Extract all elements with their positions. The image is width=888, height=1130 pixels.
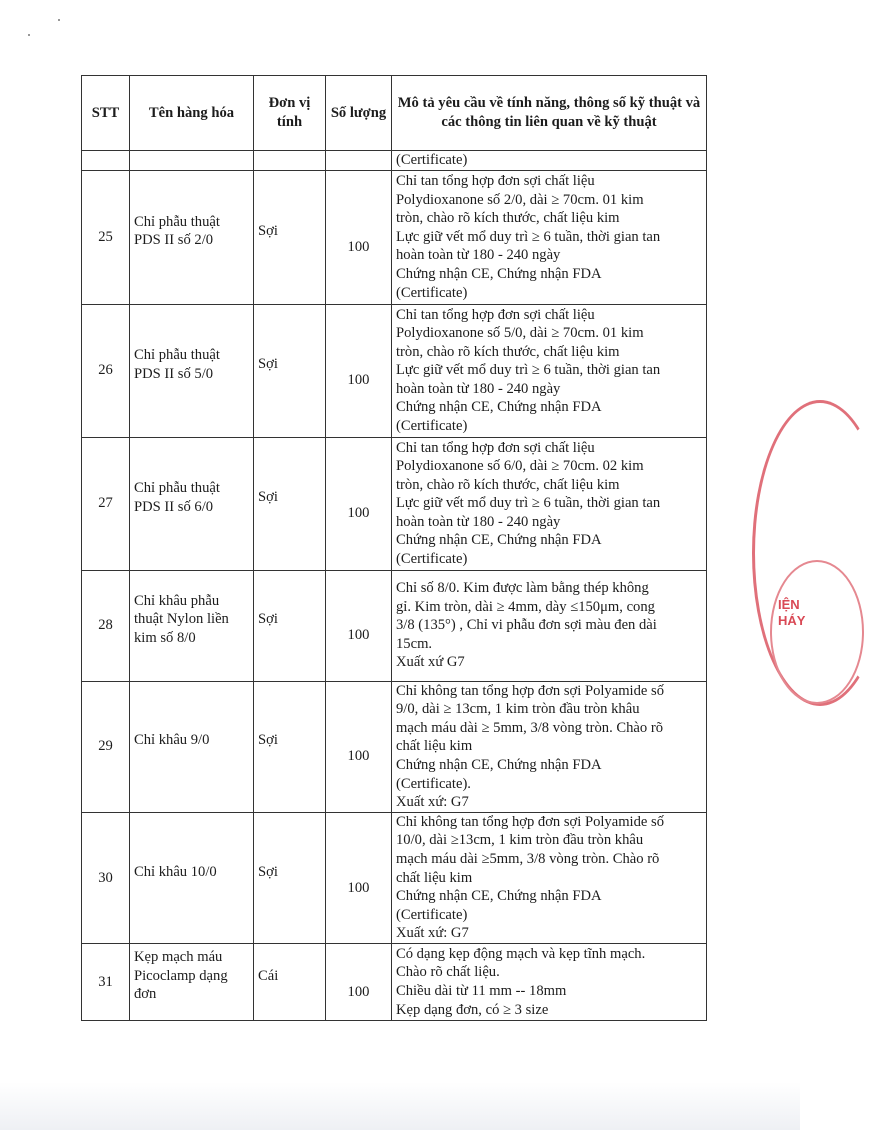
table-row xyxy=(82,943,707,1020)
item-name-text xyxy=(134,346,249,383)
scan-speck xyxy=(28,34,30,36)
table-cell xyxy=(254,151,326,171)
technical-description xyxy=(392,812,707,943)
item-name xyxy=(130,943,254,1020)
item-name-text xyxy=(134,948,249,1004)
technical-description xyxy=(392,170,707,304)
technical-description xyxy=(392,304,707,437)
unit-of-measure xyxy=(254,170,326,304)
text-line: Chứng nhận CE, Chứng nhận FDA xyxy=(396,756,602,773)
stamp-text-line-1: IỆN xyxy=(778,597,800,612)
text-line: kim số 8/0 xyxy=(134,629,196,646)
stamp-text-line-2: HÁY xyxy=(778,613,806,628)
text-line: Chỉ tan tổng hợp đơn sợi chất liệu xyxy=(396,439,595,456)
quantity xyxy=(326,304,392,437)
text-line: 10/0, dài ≥13cm, 1 kim tròn đầu tròn khâu xyxy=(396,832,644,849)
header-item-name: Tên hàng hóa xyxy=(130,76,254,151)
text-line: Chứng nhận CE, Chứng nhận FDA xyxy=(396,265,602,282)
text-line: Chỉ khâu 10/0 xyxy=(134,863,217,880)
text-line: PDS II số 2/0 xyxy=(134,232,214,249)
text-line: Polydioxanone số 5/0, dài ≥ 70cm. 01 kim xyxy=(396,325,644,342)
text-line: 3/8 (135°) , Chỉ vi phẫu đơn sợi màu đen dài xyxy=(396,617,657,634)
text-line: Chỉ không tan tổng hợp đơn sợi Polyamide số xyxy=(396,813,665,830)
text-line: thuật Nylon liền xyxy=(134,611,229,628)
item-name-text xyxy=(134,592,249,648)
text-line: (Certificate) xyxy=(396,418,468,435)
unit-text: Sợi xyxy=(258,356,278,373)
table-cell xyxy=(326,151,392,171)
text-line: Chứng nhận CE, Chứng nhận FDA xyxy=(396,532,602,549)
row-number: 29 xyxy=(82,681,130,812)
quantity-text: 100 xyxy=(347,627,370,644)
text-line: Kẹp mạch máu xyxy=(134,949,223,966)
item-name-text xyxy=(134,863,249,882)
text-line: Chỉ phẫu thuật xyxy=(134,213,220,230)
unit-text: Cái xyxy=(258,967,279,984)
quantity-text: 100 xyxy=(347,505,370,522)
quantity xyxy=(326,570,392,681)
text-line: gỉ. Kim tròn, dài ≥ 4mm, dày ≤150μm, cong xyxy=(396,598,655,615)
row-number: 28 xyxy=(82,570,130,681)
text-line: Có dạng kẹp động mạch và kẹp tĩnh mạch. xyxy=(396,945,646,962)
text-line: Chào rõ chất liệu. xyxy=(396,964,500,981)
red-seal-inner-ring xyxy=(770,560,864,704)
text-line: (Certificate) xyxy=(396,906,468,923)
text-line: Xuất xứ G7 xyxy=(396,654,465,671)
text-line: Chỉ không tan tổng hợp đơn sợi Polyamide số xyxy=(396,682,665,699)
table-row xyxy=(82,170,707,304)
text-line: (Certificate) xyxy=(396,284,468,301)
table-row xyxy=(82,570,707,681)
scan-speck xyxy=(58,19,60,21)
header-description: Mô tả yêu cầu về tính năng, thông số kỹ thuật và các thông tin liên quan về kỹ thuật xyxy=(392,76,707,151)
row-number: 25 xyxy=(82,170,130,304)
unit-of-measure xyxy=(254,943,326,1020)
text-line: Chứng nhận CE, Chứng nhận FDA xyxy=(396,888,602,905)
technical-description xyxy=(392,437,707,570)
technical-description xyxy=(392,570,707,681)
text-line: Kẹp dạng đơn, có ≥ 3 size xyxy=(396,1001,549,1018)
table-cell xyxy=(130,151,254,171)
text-line: Chỉ phẫu thuật xyxy=(134,347,220,363)
table-header-row xyxy=(82,76,707,151)
item-name-text xyxy=(134,213,249,250)
text-line: Chỉ số 8/0. Kim được làm bằng thép không xyxy=(396,580,649,597)
text-line: hoàn toàn từ 180 - 240 ngày xyxy=(396,247,561,264)
text-line: đơn xyxy=(134,986,157,1003)
quantity xyxy=(326,681,392,812)
quantity-text: 100 xyxy=(347,238,370,255)
text-line: chất liệu kim xyxy=(396,869,473,886)
unit-text: Sợi xyxy=(258,863,278,880)
text-line: tròn, chào rõ kích thước, chất liệu kim xyxy=(396,476,620,493)
item-name xyxy=(130,437,254,570)
text-line: Xuất xứ: G7 xyxy=(396,794,469,811)
table-row xyxy=(82,304,707,437)
quantity xyxy=(326,943,392,1020)
item-name xyxy=(130,681,254,812)
header-quantity: Số lượng xyxy=(326,76,392,151)
header-stt: STT xyxy=(82,76,130,151)
row-number: 31 xyxy=(82,943,130,1020)
text-line: PDS II số 5/0 xyxy=(134,365,214,382)
unit-text: Sợi xyxy=(258,611,278,628)
header-unit: Đơn vị tính xyxy=(254,76,326,151)
text-line: Chứng nhận CE, Chứng nhận FDA xyxy=(396,399,602,416)
text-line: PDS II số 6/0 xyxy=(134,498,214,515)
text-line: Lực giữ vết mổ duy trì ≥ 6 tuần, thời gian tan xyxy=(396,495,661,512)
quantity-text: 100 xyxy=(347,879,370,896)
unit-text: Sợi xyxy=(258,732,278,749)
table-cell xyxy=(82,151,130,171)
unit-of-measure xyxy=(254,570,326,681)
quantity-text: 100 xyxy=(347,748,370,765)
unit-text: Sợi xyxy=(258,222,278,239)
text-line: Lực giữ vết mổ duy trì ≥ 6 tuần, thời gian tan xyxy=(396,362,661,379)
specification-table xyxy=(81,75,707,1021)
text-line: hoàn toàn từ 180 - 240 ngày xyxy=(396,380,561,397)
quantity xyxy=(326,170,392,304)
item-name-text xyxy=(134,731,249,750)
row-number: 27 xyxy=(82,437,130,570)
page-bottom-shade xyxy=(0,1082,800,1130)
text-line: Lực giữ vết mổ duy trì ≥ 6 tuần, thời gian tan xyxy=(396,228,661,245)
text-line: (Certificate). xyxy=(396,775,471,792)
item-name-text xyxy=(134,479,249,516)
text-line: Picoclamp dạng xyxy=(134,967,228,984)
text-line: Chỉ tan tổng hợp đơn sợi chất liệu xyxy=(396,173,595,190)
text-line: Xuất xứ: G7 xyxy=(396,925,469,942)
unit-text: Sợi xyxy=(258,489,278,506)
text-line: Chỉ khâu phẫu xyxy=(134,592,220,609)
text-line: tròn, chào rõ kích thước, chất liệu kim xyxy=(396,343,620,360)
unit-of-measure xyxy=(254,437,326,570)
table-row xyxy=(82,437,707,570)
item-name xyxy=(130,570,254,681)
table-row xyxy=(82,812,707,943)
continuation-text: (Certificate) xyxy=(392,151,707,171)
row-number: 26 xyxy=(82,304,130,437)
unit-of-measure xyxy=(254,812,326,943)
text-line: chất liệu kim xyxy=(396,738,473,755)
text-line: hoàn toàn từ 180 - 240 ngày xyxy=(396,513,561,530)
text-line: mạch máu dài ≥5mm, 3/8 vòng tròn. Chào rõ xyxy=(396,850,660,867)
quantity xyxy=(326,812,392,943)
text-line: tròn, chào rõ kích thước, chất liệu kim xyxy=(396,210,620,227)
quantity-text: 100 xyxy=(347,983,370,1000)
row-number: 30 xyxy=(82,812,130,943)
text-line: Chỉ phẫu thuật xyxy=(134,480,220,496)
item-name xyxy=(130,812,254,943)
item-name xyxy=(130,304,254,437)
text-line: (Certificate) xyxy=(396,551,468,568)
text-line: Chỉ tan tổng hợp đơn sợi chất liệu xyxy=(396,306,595,323)
item-name xyxy=(130,170,254,304)
text-line: mạch máu dài ≥ 5mm, 3/8 vòng tròn. Chào rõ xyxy=(396,719,664,736)
continuation-row xyxy=(82,151,707,171)
unit-of-measure xyxy=(254,304,326,437)
text-line: Chỉ khâu 9/0 xyxy=(134,732,210,749)
text-line: Chiều dài từ 11 mm -- 18mm xyxy=(396,982,567,999)
quantity-text: 100 xyxy=(347,372,370,389)
text-line: Polydioxanone số 2/0, dài ≥ 70cm. 01 kim xyxy=(396,191,644,208)
quantity xyxy=(326,437,392,570)
table-row xyxy=(82,681,707,812)
technical-description xyxy=(392,943,707,1020)
unit-of-measure xyxy=(254,681,326,812)
text-line: Polydioxanone số 6/0, dài ≥ 70cm. 02 kim xyxy=(396,458,644,475)
text-line: 15cm. xyxy=(396,635,433,652)
text-line: 9/0, dài ≥ 13cm, 1 kim tròn đầu tròn khâu xyxy=(396,701,640,718)
technical-description xyxy=(392,681,707,812)
